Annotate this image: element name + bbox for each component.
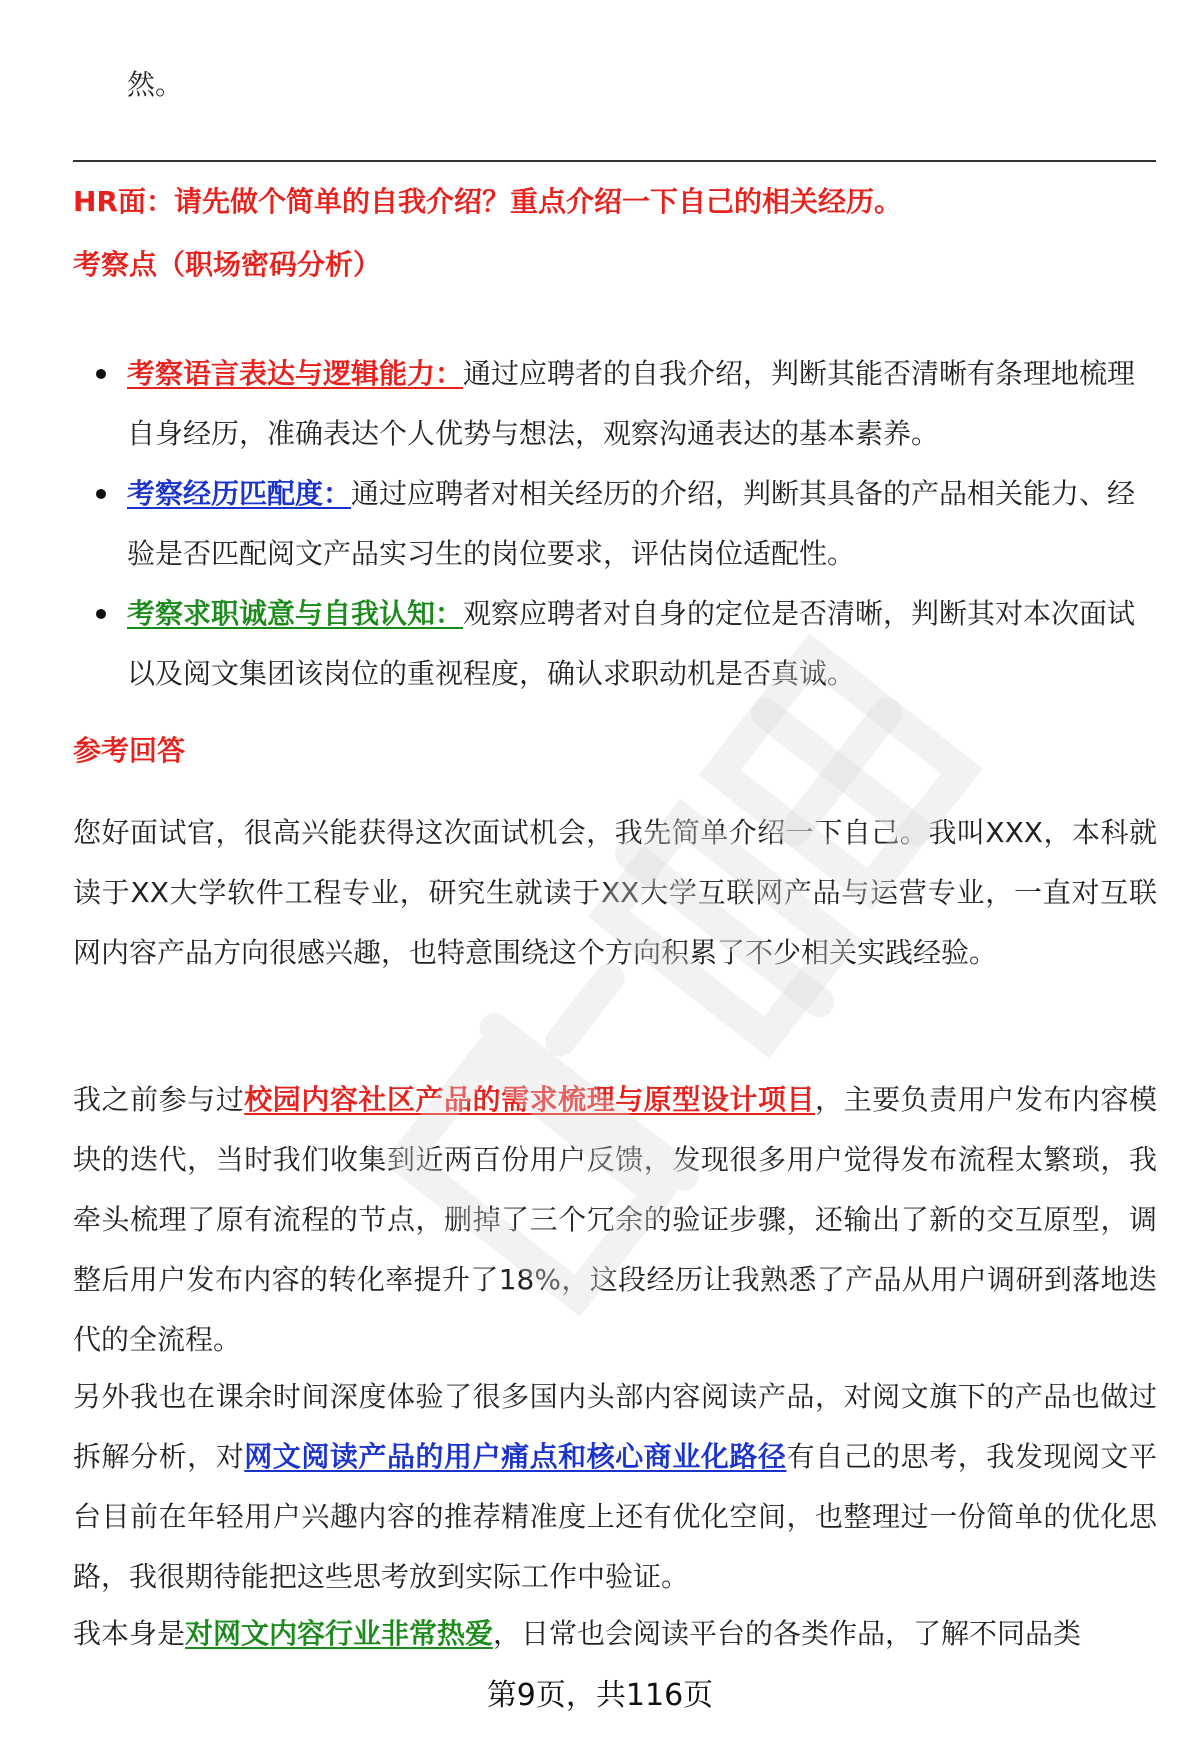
highlight-project: 校园内容社区产品的需求梳理与原型设计项目 xyxy=(244,1083,816,1116)
point-label: 考察求职诚意与自我认知： xyxy=(127,597,464,630)
page-number: 第9页，共116页 xyxy=(486,1678,714,1713)
point-item-experience xyxy=(127,464,1157,584)
highlight-passion: 对网文内容行业非常热爱 xyxy=(185,1617,494,1650)
answer-paragraph-analysis: 另外我也在课余时间深度体验了很多国内头部内容阅读产品，对阅文旗下的产品也做过拆解分析，对网文阅读产品的用户痛点和核心商业化路径有自己的思考，我发现阅文平台目前在年轻用户兴趣内容的推荐精准度上还有优化空间，也整理过一份简单的优化思路，我很期待能把这些思考放到实际工作中验证。 xyxy=(73,1380,1157,1593)
answer-paragraph-project: 我之前参与过校园内容社区产品的需求梳理与原型设计项目，主要负责用户发布内容模块的迭代，当时我们收集到近两百份用户反馈，发现很多用户觉得发布流程太繁琐，我牵头梳理了原有流程的节点，删掉了三个冗余的验证步骤，还输出了新的交互原型，调整后用户发布内容的转化率提升了18%，这段经历让我熟悉了产品从用户调研到落地迭代的全流程。 xyxy=(73,1083,1157,1356)
point-label: 考察语言表达与逻辑能力： xyxy=(127,357,464,390)
answer-paragraph-intro: 您好面试官，很高兴能获得这次面试机会，我先简单介绍一下自己。我叫XXX，本科就读于XX大学软件工程专业，研究生就读于XX大学互联网产品与运营专业，一直对互联网内容产品方向很感兴趣，也特意围绕这个方向积累了不少相关实践经验。 xyxy=(73,816,1157,969)
continuation-text: 然。 xyxy=(127,68,184,101)
point-text: 通过应聘者的自我介绍，判断其能否清晰有条理地梳理自身经历，准确表达个人优势与想法，观察沟通表达的基本素养。 xyxy=(127,357,1136,450)
points-list xyxy=(127,344,1157,704)
highlight-analysis: 网文阅读产品的用户痛点和核心商业化路径 xyxy=(244,1440,787,1473)
point-label: 考察经历匹配度： xyxy=(127,477,352,510)
answer-paragraph-passion: 我本身是对网文内容行业非常热爱，日常也会阅读平台的各类作品，了解不同品类 xyxy=(73,1617,1082,1650)
question-title: HR面：请先做个简单的自我介绍？重点介绍一下自己的相关经历。 xyxy=(73,185,902,218)
points-heading: 考察点（职场密码分析） xyxy=(73,248,382,281)
point-text: 通过应聘者对相关经历的介绍，判断其具备的产品相关能力、经验是否匹配阅文产品实习生的岗位要求，评估岗位适配性。 xyxy=(127,477,1136,570)
point-text: 观察应聘者对自身的定位是否清晰，判断其对本次面试以及阅文集团该岗位的重视程度，确认求职动机是否真诚。 xyxy=(127,597,1136,690)
point-item-language xyxy=(127,344,1157,464)
point-item-motivation xyxy=(127,584,1157,704)
answer-heading: 参考回答 xyxy=(73,734,186,767)
section-divider xyxy=(73,160,1156,162)
